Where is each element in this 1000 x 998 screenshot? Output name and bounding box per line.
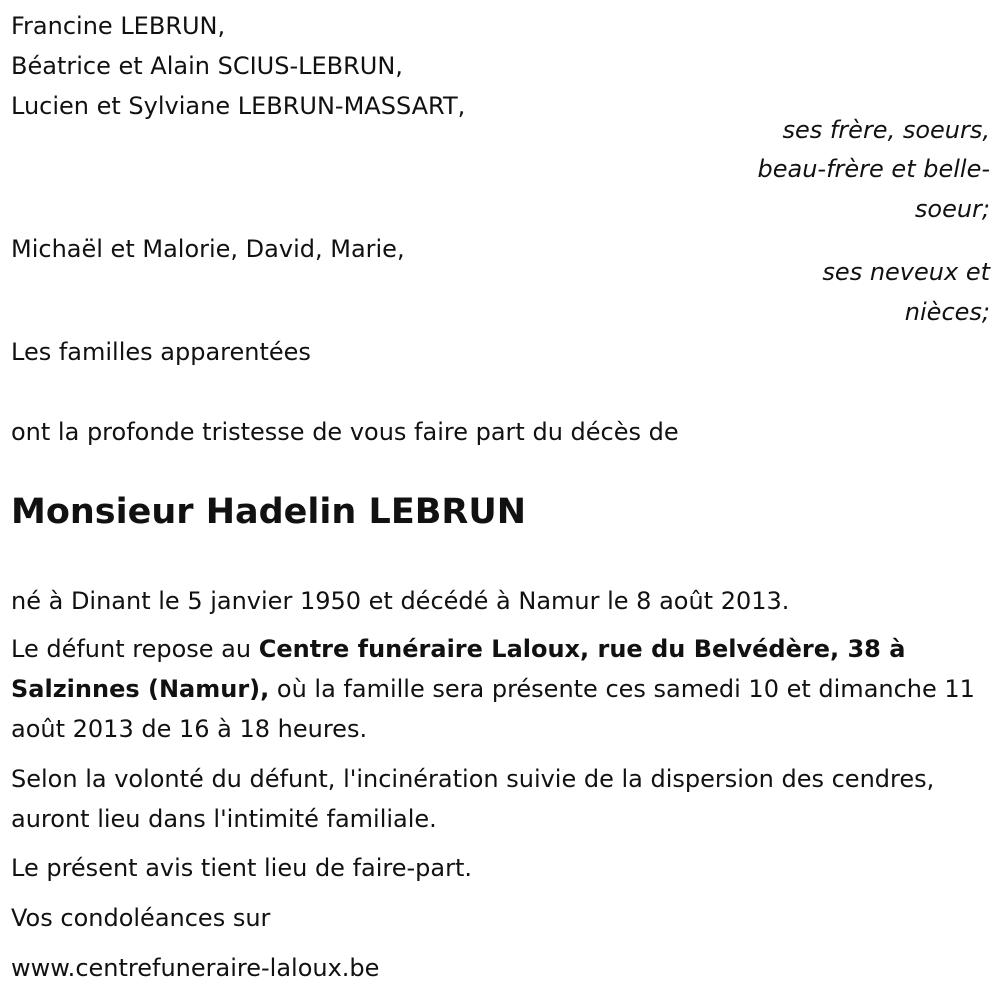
family-member-line: Béatrice et Alain SCIUS-LEBRUN, [11, 52, 403, 80]
condolences-label: Vos condoléances sur [11, 904, 271, 932]
relation-label: ses frère, soeurs, [782, 116, 990, 144]
announcement-text: ont la profonde tristesse de vous faire part du décès de [11, 418, 679, 446]
family-member-line: Lucien et Sylviane LEBRUN-MASSART, [11, 92, 466, 120]
repose-paragraph [11, 629, 991, 749]
family-member-line: Michaël et Malorie, David, Marie, [11, 235, 405, 263]
relation-label: ses neveux et [822, 258, 990, 286]
birth-death-text: né à Dinant le 5 janvier 1950 et décédé à Namur le 8 août 2013. [11, 587, 790, 615]
deceased-name: Monsieur Hadelin LEBRUN [11, 492, 527, 532]
family-member-line: Les familles apparentées [11, 338, 311, 366]
notice-text: Le présent avis tient lieu de faire-part. [11, 854, 473, 882]
funeral-center-address: Centre funéraire Laloux, rue du Belvédère, 38 à Salzinnes (Namur), [11, 635, 906, 703]
website-link[interactable]: www.centrefuneraire-laloux.be [11, 954, 380, 982]
relation-label: nièces; [904, 298, 990, 326]
relation-label: beau-frère et belle- [757, 155, 990, 183]
repose-suffix: où la famille sera présente ces samedi 10 et dimanche 11 août 2013 de 16 à 18 heures. [11, 675, 975, 743]
repose-prefix: Le défunt repose au [11, 635, 259, 663]
family-member-line: Francine LEBRUN, [11, 12, 226, 40]
wishes-paragraph: Selon la volonté du défunt, l'incinération suivie de la dispersion des cendres, auront lieu dans l'intimité familiale. [11, 765, 935, 833]
relation-label: soeur; [914, 195, 990, 223]
